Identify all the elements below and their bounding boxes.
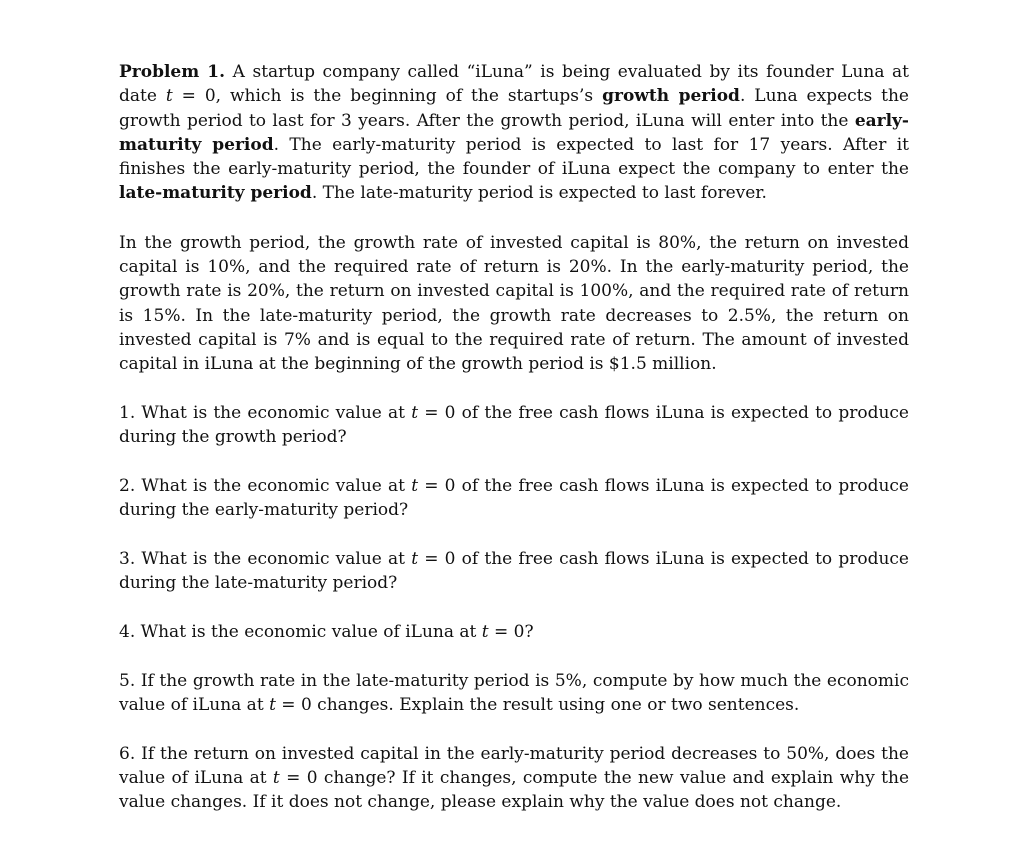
question-number: 1. (119, 402, 136, 423)
question-2 (119, 474, 909, 523)
intro-text-5: . The late-maturity period is expected to last forever. (311, 183, 767, 204)
intro-text-4: . The early-maturity period is expected to last for 17 years. After it finishes the early-maturity period, the founder of iLuna expect the company to enter the (119, 134, 909, 180)
time-variable: t (481, 621, 489, 642)
problem-document (119, 60, 909, 839)
assumptions-paragraph: In the growth period, the growth rate of invested capital is 80%, the return on invested capital is 10%, and the required rate of return is 20%. In the early-maturity period, the growth rate is 20%, the return on invested capital is 100%, and the required rate of return is 15%. In the late-maturity period, the growth rate decreases to 2.5%, the return on invested capital is 7% and is equal to the required rate of return. The amount of invested capital in iLuna at the beginning of the growth period is $1.5 million. (119, 232, 909, 375)
question-6 (119, 742, 909, 815)
time-variable: t (272, 768, 280, 789)
term-growth-period: growth period (602, 86, 740, 107)
question-text: If the growth rate in the late-maturity period is 5%, compute by how much the economic value of iLuna at (119, 670, 909, 715)
question-text: = 0? (488, 621, 534, 642)
intro-text-2: = 0, which is the beginning of the startups’s (172, 86, 603, 107)
question-text: What is the economic value of iLuna at (135, 621, 482, 642)
problem-heading: Problem 1. (119, 62, 226, 82)
question-text: = 0 of the free cash flows iLuna is expected to produce during the early-maturity period? (119, 475, 909, 520)
question-text: = 0 of the free cash flows iLuna is expected to produce during the growth period? (119, 402, 909, 447)
question-text: = 0 changes. Explain the result using one or two sentences. (275, 694, 800, 715)
question-text: = 0 change? If it changes, compute the new value and explain why the value changes. If it does not change, please explain why the value does not change. (119, 768, 910, 813)
time-variable: t (411, 548, 419, 569)
question-1 (119, 401, 909, 450)
question-number: 4. (119, 621, 136, 642)
time-variable: t (411, 402, 419, 423)
question-5 (119, 669, 909, 718)
intro-text-1: A startup company called “iLuna” is being evaluated by its founder Luna at date (119, 62, 909, 107)
time-variable: t (411, 475, 419, 496)
question-text: What is the economic value at (135, 548, 412, 569)
question-3 (119, 547, 909, 596)
time-variable: t (269, 694, 276, 715)
question-text: What is the economic value at (135, 475, 412, 496)
question-number: 6. (119, 743, 136, 764)
question-4 (119, 620, 909, 644)
question-text: = 0 of the free cash flows iLuna is expected to produce during the late-maturity period? (119, 548, 909, 594)
question-number: 5. (119, 670, 136, 691)
problem-intro (119, 60, 909, 206)
intro-text-3: . Luna expects the growth period to last for 3 years. After the growth period, iLuna will enter into the (119, 86, 909, 131)
term-early-maturity-period: early-maturity period (119, 110, 909, 155)
question-number: 2. (119, 475, 136, 496)
question-text: If the return on invested capital in the early-maturity period decreases to 50%, does the value of iLuna at (119, 743, 909, 789)
time-variable: t (165, 86, 173, 107)
question-text: What is the economic value at (135, 402, 412, 423)
term-late-maturity-period: late-maturity period (119, 183, 312, 204)
question-number: 3. (119, 548, 136, 569)
